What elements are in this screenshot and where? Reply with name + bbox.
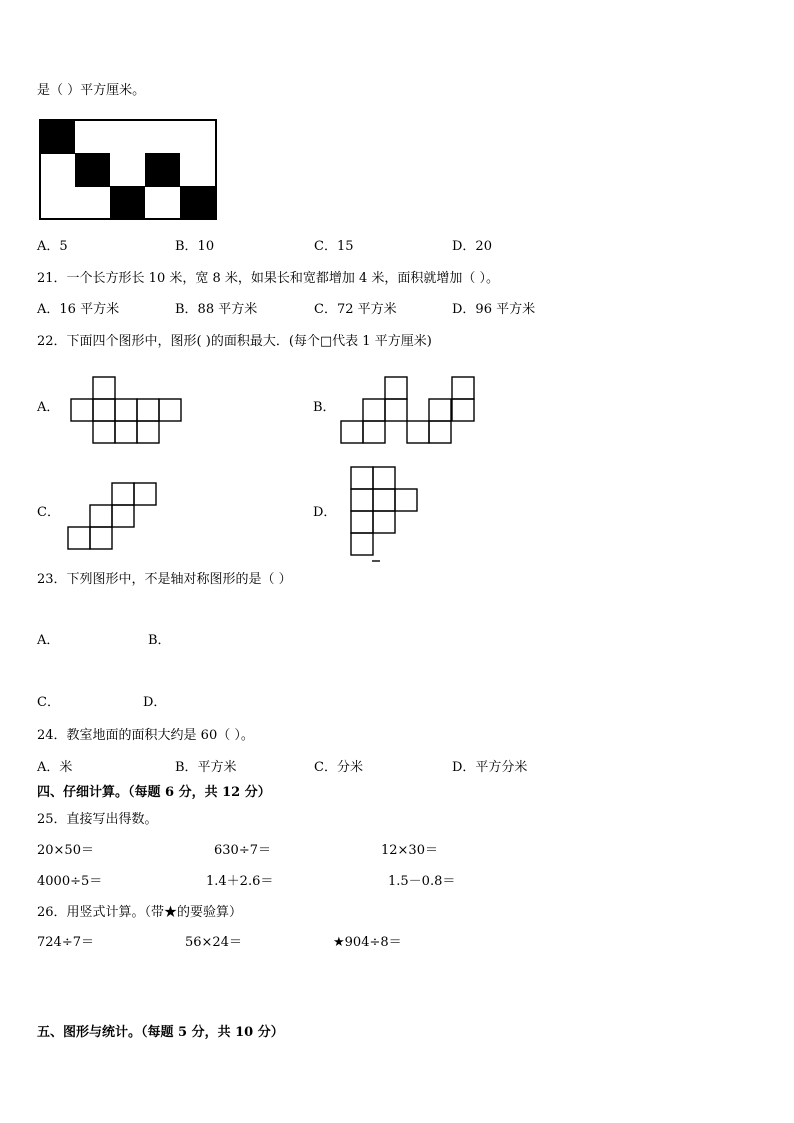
q22-shape-b: [340, 376, 480, 446]
q25-item-3: 12×30＝: [381, 843, 438, 858]
q25-item-2: 630÷7＝: [214, 843, 271, 858]
q25-item-5: 1.4＋2.6＝: [206, 874, 274, 889]
q25-item-1: 20×50＝: [37, 843, 94, 858]
q25-item-4: 4000÷5＝: [37, 874, 103, 889]
q23-stem: 23．下列图形中，不是轴对称图形的是（ ）: [37, 572, 292, 587]
question-intro-line: 是（ ）平方厘米。: [37, 83, 146, 98]
q22-label-c: C．: [37, 505, 60, 520]
q24-option-b: B．平方米: [175, 760, 237, 775]
q21-option-b: B．88 平方米: [175, 302, 258, 317]
q22-label-a: A．: [37, 400, 60, 415]
q25-stem: 25．直接写出得数。: [37, 812, 158, 827]
q22-stem: 22．下面四个图形中，图形( )的面积最大．(每个□代表 1 平方厘米): [37, 334, 432, 349]
q20-option-c: C．15: [314, 239, 354, 254]
q26-stem: 26．用竖式计算。（带★的要验算）: [37, 905, 243, 920]
q20-option-b: B．10: [175, 239, 215, 254]
q22-label-d: D．: [313, 505, 337, 520]
q26-item-1: 724÷7＝: [37, 935, 94, 950]
q23-label-b: B．: [148, 633, 171, 648]
q23-label-a: A．: [37, 633, 60, 648]
section-4-title: 四、仔细计算。（每题 6 分，共 12 分）: [37, 785, 271, 800]
q22-shape-d: [350, 466, 422, 564]
q21-option-c: C．72 平方米: [314, 302, 397, 317]
q23-label-d: D．: [143, 695, 167, 710]
q20-option-a: A．5: [37, 239, 68, 254]
q26-item-2: 56×24＝: [185, 935, 242, 950]
q24-stem: 24．教室地面的面积大约是 60（ ）。: [37, 728, 254, 743]
q26-item-3: ★904÷8＝: [333, 935, 402, 950]
q23-label-c: C．: [37, 695, 60, 710]
q22-shape-c: [67, 482, 163, 554]
section-5-title: 五、图形与统计。（每题 5 分，共 10 分）: [37, 1025, 284, 1040]
q21-option-a: A．16 平方米: [37, 302, 120, 317]
q22-shape-a: [70, 376, 186, 446]
q20-checker-rectangle-figure: [38, 118, 220, 222]
q21-stem: 21．一个长方形长 10 米，宽 8 米，如果长和宽都增加 4 米，面积就增加（ ）。: [37, 271, 500, 286]
q25-item-6: 1.5－0.8＝: [388, 874, 456, 889]
q24-option-d: D．平方分米: [452, 760, 528, 775]
q22-label-b: B．: [313, 400, 336, 415]
q24-option-c: C．分米: [314, 760, 363, 775]
q24-option-a: A．米: [37, 760, 73, 775]
q20-option-d: D．20: [452, 239, 492, 254]
q21-option-d: D．96 平方米: [452, 302, 536, 317]
